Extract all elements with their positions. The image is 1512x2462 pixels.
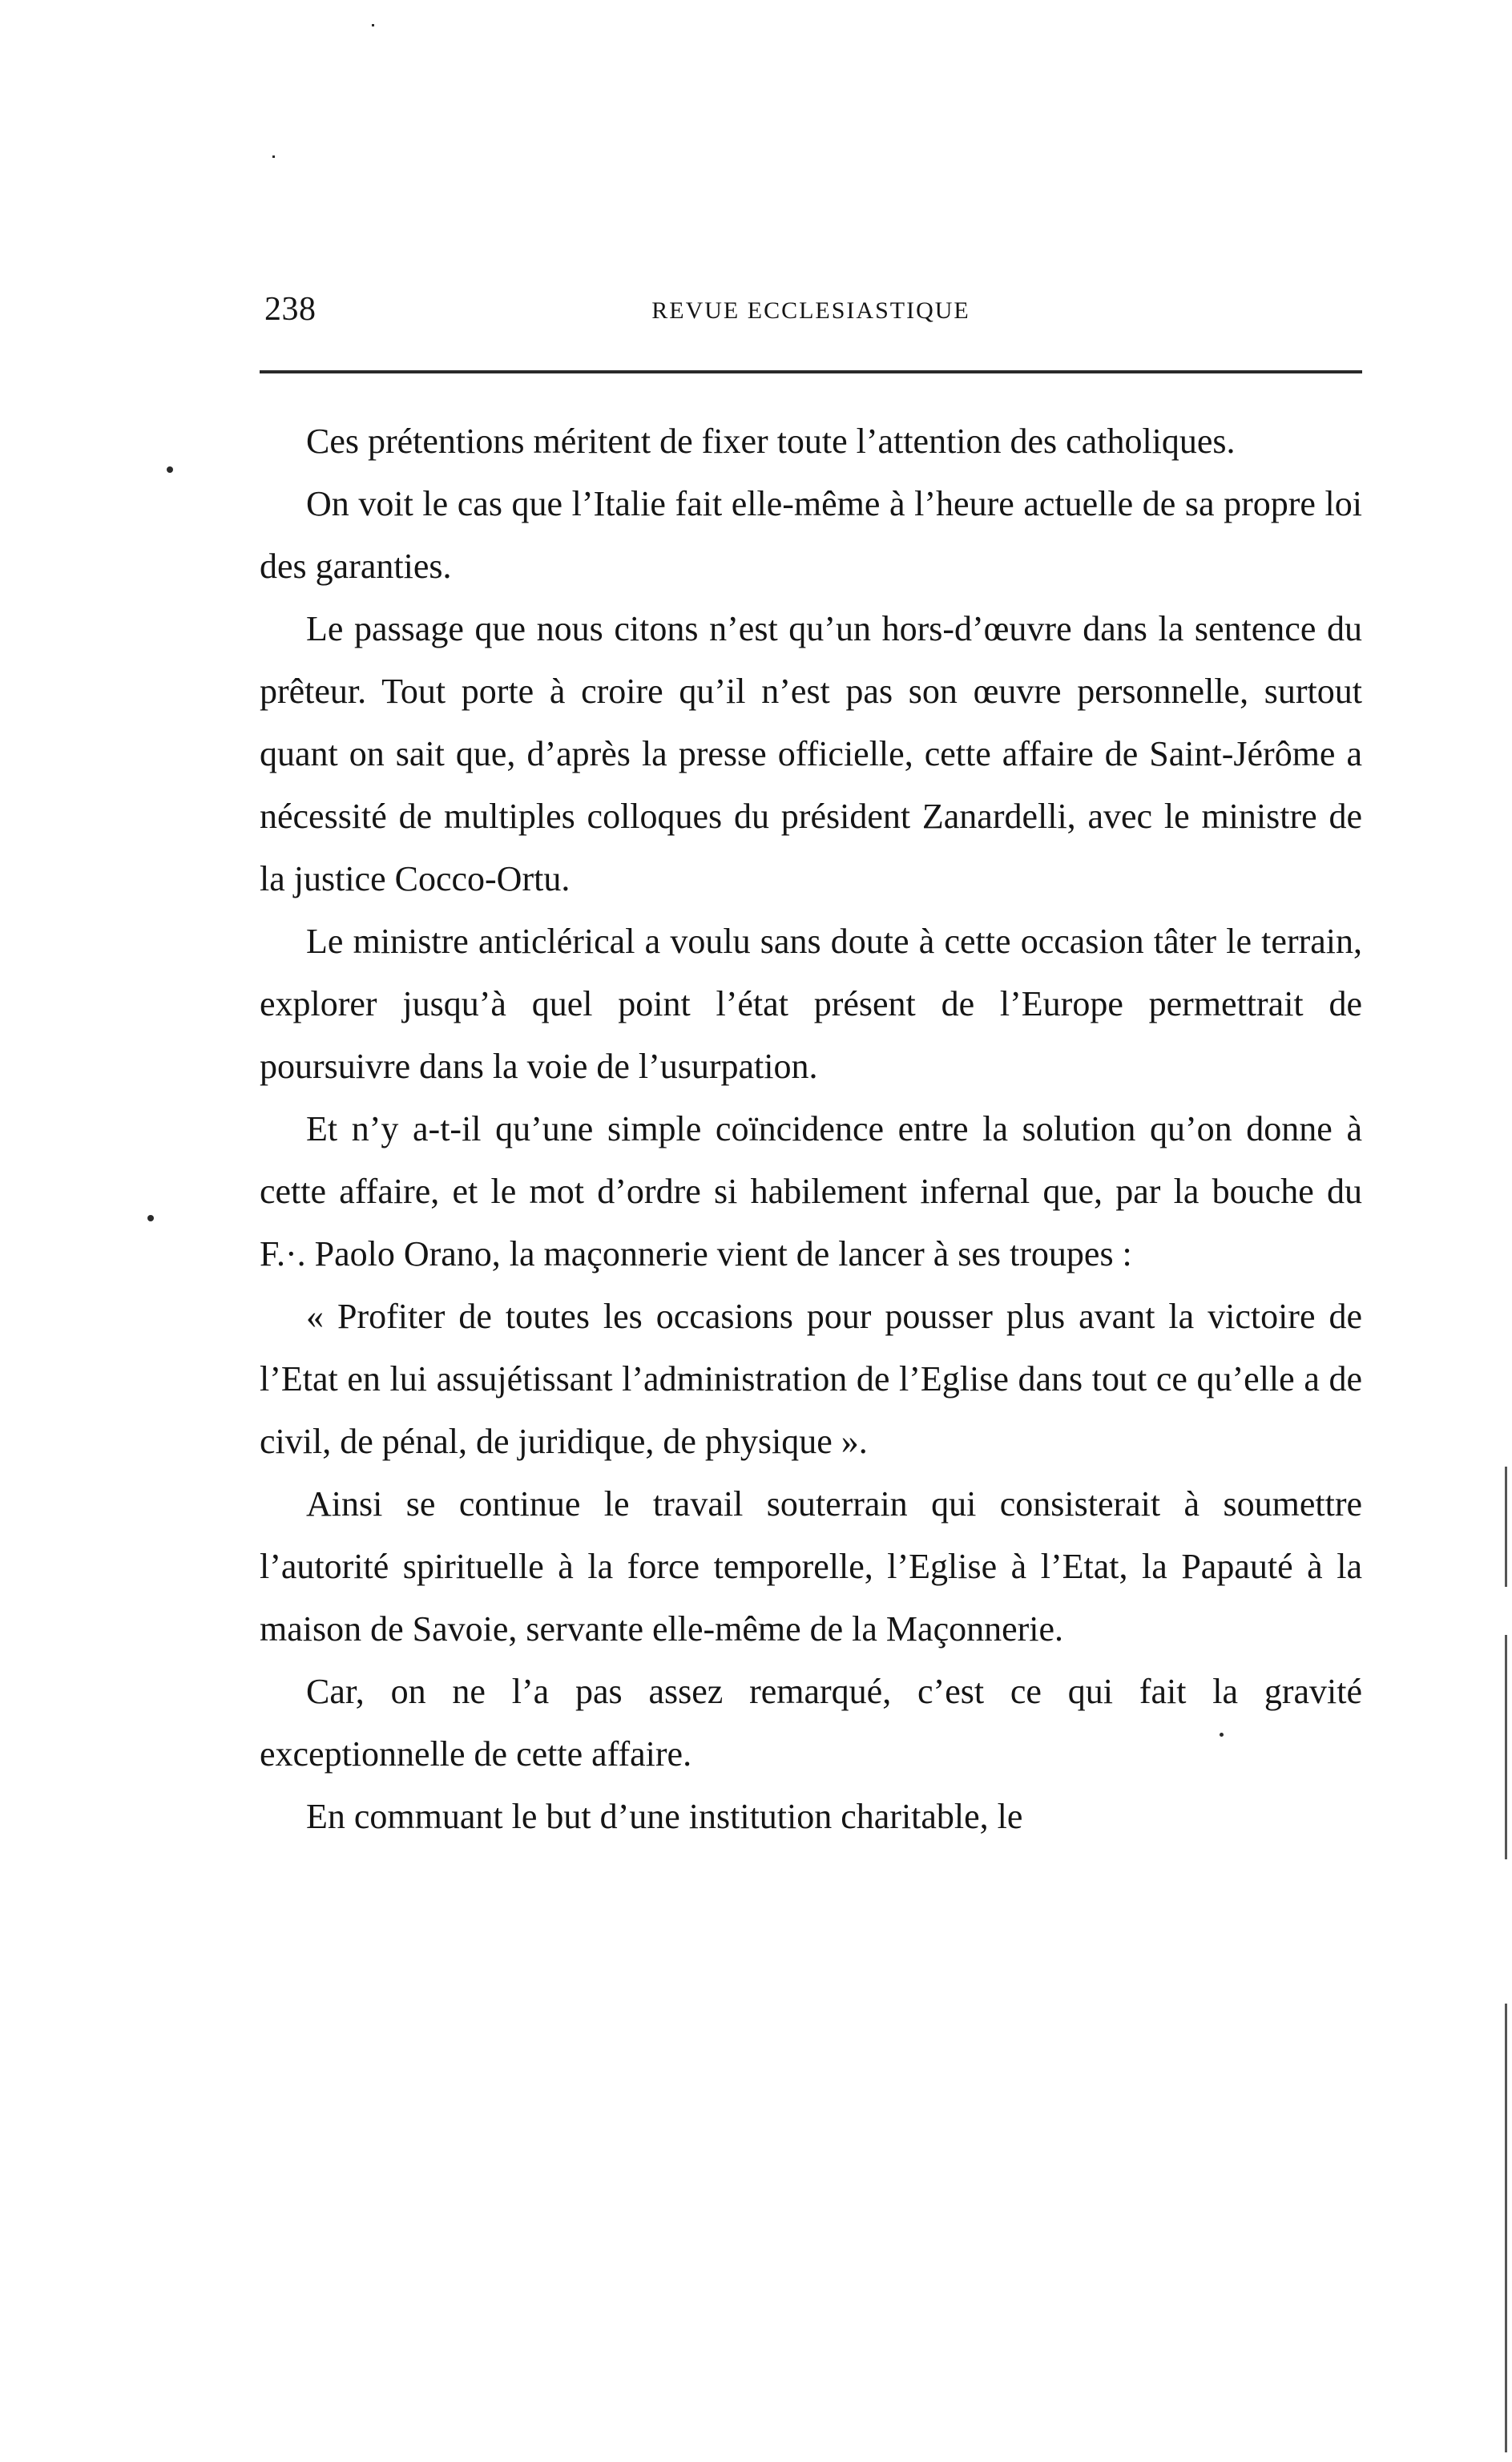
scan-speck [372, 24, 374, 26]
running-head: REVUE ECCLESIASTIQUE [651, 297, 970, 324]
paragraph: Le passage que nous citons n’est qu’un hors-d’œuvre dans la sentence du prêteur. Tout porte à croire qu’il n’est pas son œuvre personnelle, surtout quant on sait que, d’après la presse officielle, cette affaire de Saint-Jérôme a nécessité de multiples colloques du président Zanardelli, avec le ministre de la justice Cocco-Ortu. [260, 609, 1362, 898]
scan-margin-line [1505, 2004, 1507, 2452]
quotation: « Profiter de toutes les occasions pour pousser plus avant la victoire de l’Etat en lui assujétissant l’administration de l’Eglise dans tout ce qu’elle a de civil, de pénal, de juridique, de physique ». [260, 1297, 1362, 1461]
header-rule [260, 370, 1362, 373]
paragraph: Ces prétentions méritent de fixer toute l’attention des catholiques. [306, 422, 1236, 461]
page-header [260, 289, 1362, 345]
page-number: 238 [264, 291, 317, 328]
paragraph: En commuant le but d’une institution charitable, le [306, 1797, 1023, 1836]
scan-speck [1220, 1733, 1224, 1737]
paragraph: Et n’y a-t-il qu’une simple coïncidence entre la solution qu’on donne à cette affaire, et le mot d’ordre si habilement infernal que, par la bouche du F.·. Paolo Orano, la maçonnerie vient de lancer à ses troupes : [260, 1109, 1362, 1273]
paragraph: On voit le cas que l’Italie fait elle-même à l’heure actuelle de sa propre loi des garanties. [260, 484, 1362, 586]
scan-speck [272, 155, 275, 158]
scan-speck [167, 466, 173, 473]
paragraph: Ainsi se continue le travail souterrain qui consisterait à soumettre l’autorité spirituelle à la force temporelle, l’Eglise à l’Etat, la Papauté à la maison de Savoie, servante elle-même de la Maçonnerie. [260, 1484, 1362, 1649]
paragraph: Le ministre anticlérical a voulu sans doute à cette occasion tâter le terrain, explorer jusqu’à quel point l’état présent de l’Europe permettrait de poursuivre dans la voie de l’usurpation. [260, 922, 1362, 1086]
paragraph: Car, on ne l’a pas assez remarqué, c’est ce qui fait la gravité exceptionnelle de cette affaire. [260, 1672, 1362, 1774]
body-text [260, 410, 1362, 1848]
scan-speck [147, 1215, 154, 1221]
scan-margin-line [1505, 1467, 1507, 1587]
scan-margin-line [1505, 1635, 1507, 1859]
